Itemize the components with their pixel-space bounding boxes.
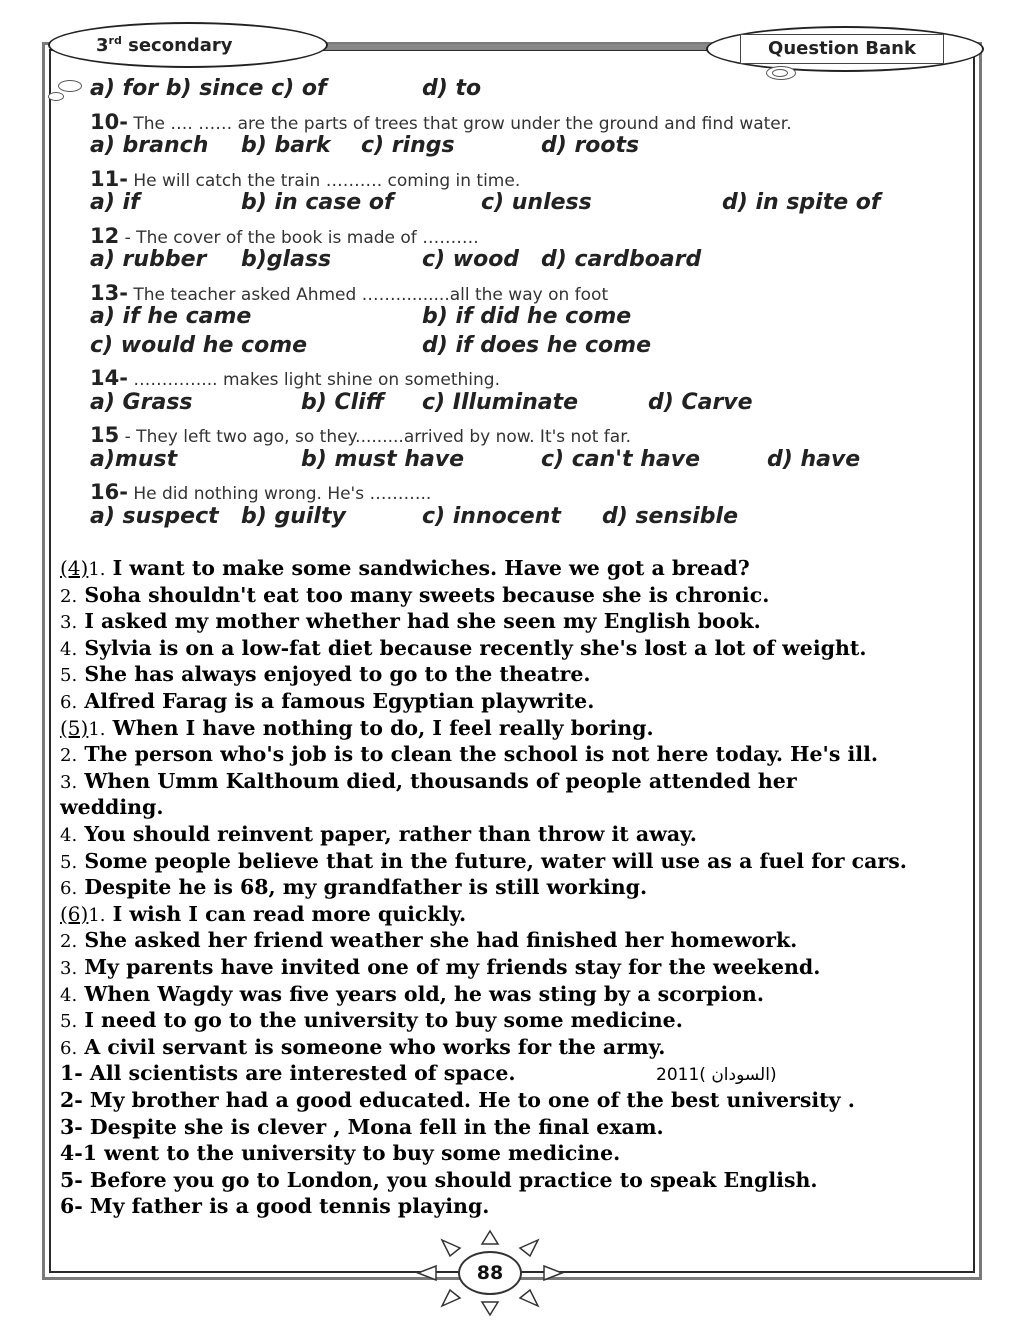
sentence-text: 5- Before you go to London, you should practice to speak English. [60,1167,818,1192]
correction-sentence [60,742,878,766]
correction-sentence [60,769,797,793]
question-text [90,366,500,390]
question-stem: …………... makes light shine on something. [133,370,500,390]
sentence-text: I need to go to the university to buy some medicine. [84,1008,683,1033]
sentence-number: 4. [60,825,78,846]
question-stem: - The cover of the book is made of ………. [124,227,479,248]
correction-sentence [60,609,761,633]
answer-option: c) would he come [90,332,308,358]
question-number: 13- [90,280,128,305]
answer-option: a) for b) since c) of [90,76,327,101]
sentence-text: 6- My father is a good tennis playing. [60,1194,490,1219]
answer-option: d) if does he come [422,332,652,358]
sentence-text: When I have nothing to do, I feel really boring. [112,715,654,740]
sentence-number: 6. [60,1037,78,1059]
question-text [90,281,608,305]
page-title: Question Bank [740,34,944,64]
question-stem: - They left two ago, so they.........arrived by now. It's not far. [124,427,632,447]
correction-sentence [60,902,466,926]
correction-sentence [60,875,647,899]
question-number: 14- [90,366,128,390]
correction-sentence [60,1061,516,1085]
answer-option: d) sensible [602,503,738,529]
answer-option: a) if he came [90,304,252,329]
sentence-text: A civil servant is someone who works for the army. [84,1034,666,1059]
sentence-number: 5. [60,665,78,687]
correction-sentence [60,1115,664,1139]
sentence-text: wedding. [60,795,164,820]
page-number: 88 [458,1251,522,1295]
correction-sentence [60,583,769,607]
correction-sentence [60,662,591,686]
correction-sentence [60,849,907,873]
answer-option: d) roots [541,133,640,158]
answer-option: b) in case of [241,190,394,215]
sentence-text: You should reinvent paper, rather than throw it away. [84,822,697,846]
sentence-number: 4. [60,638,78,660]
question-text [90,167,520,191]
correction-sentence [60,1141,620,1165]
section-label: (4) [60,556,89,580]
correction-sentence [60,822,697,846]
question-text [90,110,792,134]
question-stem: He will catch the train ………. coming in time. [133,170,521,191]
question-text [90,480,431,504]
answer-option: b)glass [241,247,332,272]
sentence-text: 1- All scientists are interested of space. [60,1061,516,1086]
correction-sentence [60,1035,665,1059]
sentence-text: 4-1 went to the university to buy some medicine. [60,1141,621,1166]
sentence-number: 5. [60,851,78,873]
answer-option: c) rings [361,133,455,158]
question-text [90,224,479,248]
question-text [90,423,631,447]
sentence-text: I asked my mother whether had she seen my English book. [84,609,761,634]
sentence-number: 4. [60,984,78,1006]
sentence-number: 3. [60,771,78,793]
sentence-text: Sylvia is on a low-fat diet because recently she's lost a lot of weight. [84,635,867,660]
answer-option: c) unless [481,190,592,215]
correction-sentence [60,1168,818,1192]
sentence-text: 3- Despite she is clever , Mona fell in the final exam. [60,1114,664,1139]
correction-sentence [60,689,594,713]
sentence-text: Soha shouldn't eat too many sweets because she is chronic. [84,582,770,607]
section-label: (5) [60,715,89,740]
section-label: (6) [60,901,89,926]
sentence-text: When Umm Kalthoum died, thousands of people attended her [84,768,797,793]
sentence-number: 1. [88,718,106,740]
sentence-text: I want to make some sandwiches. Have we got a bread? [112,556,750,580]
sentence-text: I wish I can read more quickly. [112,901,467,926]
answer-option: a)must [90,446,178,472]
sentence-text: The person who's job is to clean the school is not here today. He's ill. [84,742,879,767]
correction-sentence [60,1088,855,1112]
sentence-number: 3. [60,612,78,634]
correction-sentence [60,716,654,740]
sentence-text: She has always enjoyed to go to the theatre. [84,662,591,687]
sentence-text: My parents have invited one of my friends stay for the weekend. [84,955,821,979]
question-number: 10- [90,109,128,134]
sentence-number: 1. [88,904,106,926]
sentence-number: 1. [88,559,106,580]
answer-option: d) in spite of [722,190,881,215]
answer-option: a) if [90,190,140,215]
correction-sentence [60,955,820,979]
correction-sentence [60,556,750,580]
sentence-text: Despite he is 68, my grandfather is still working. [84,875,648,900]
answer-option: c) can't have [541,446,700,472]
answer-option: c) Illuminate [422,389,579,415]
sentence-text: 2- My brother had a good educated. He to one of the best university . [60,1088,855,1112]
sentence-number: 5. [60,1011,78,1033]
correction-sentence [60,982,764,1006]
answer-option: b) if did he come [422,304,632,329]
question-number: 11- [90,166,128,191]
sentence-text: When Wagdy was five years old, he was sting by a scorpion. [84,981,764,1006]
correction-sentence [60,795,164,819]
answer-option: a) Grass [90,389,193,415]
sentence-number: 2. [60,931,78,953]
exam-source-tag: 2011( السودان) [656,1065,777,1086]
answer-option: b) Cliff [301,389,385,415]
answer-option: a) branch [90,133,209,158]
question-number: 15 [90,423,120,447]
question-stem: He did nothing wrong. He's ……….. [133,484,432,504]
sentence-number: 3. [60,958,78,979]
answer-option: c) innocent [422,503,561,529]
answer-option: c) wood [422,247,520,272]
answer-option: b) bark [241,133,331,158]
answer-option: a) rubber [90,247,207,272]
answer-option: a) suspect [90,503,219,529]
sentence-number: 2. [60,745,78,767]
sentence-number: 6. [60,692,78,713]
correction-sentence [60,1008,683,1032]
answer-option: d) cardboard [541,247,702,272]
correction-sentence [60,928,797,952]
sentence-number: 2. [60,585,78,607]
question-number: 16- [90,480,128,504]
answer-option: b) guilty [241,503,346,529]
grade-label: 3rd secondary [96,34,233,56]
sentence-text: Some people believe that in the future, water will use as a fuel for cars. [84,848,907,873]
sentence-text: Alfred Farag is a famous Egyptian playwrite. [84,689,595,713]
correction-sentence [60,636,866,660]
sentence-number: 6. [60,878,78,900]
answer-option: d) Carve [648,389,753,415]
answer-option: b) must have [301,446,465,472]
sentence-text: She asked her friend weather she had finished her homework. [84,928,798,953]
answer-option: d) have [767,446,861,472]
question-stem: The teacher asked Ahmed ……..........all the way on foot [133,284,609,305]
question-stem: The …. …… are the parts of trees that grow under the ground and find water. [133,113,792,134]
correction-sentence [60,1194,489,1218]
question-number: 12 [90,223,120,248]
answer-option: d) to [422,76,482,101]
